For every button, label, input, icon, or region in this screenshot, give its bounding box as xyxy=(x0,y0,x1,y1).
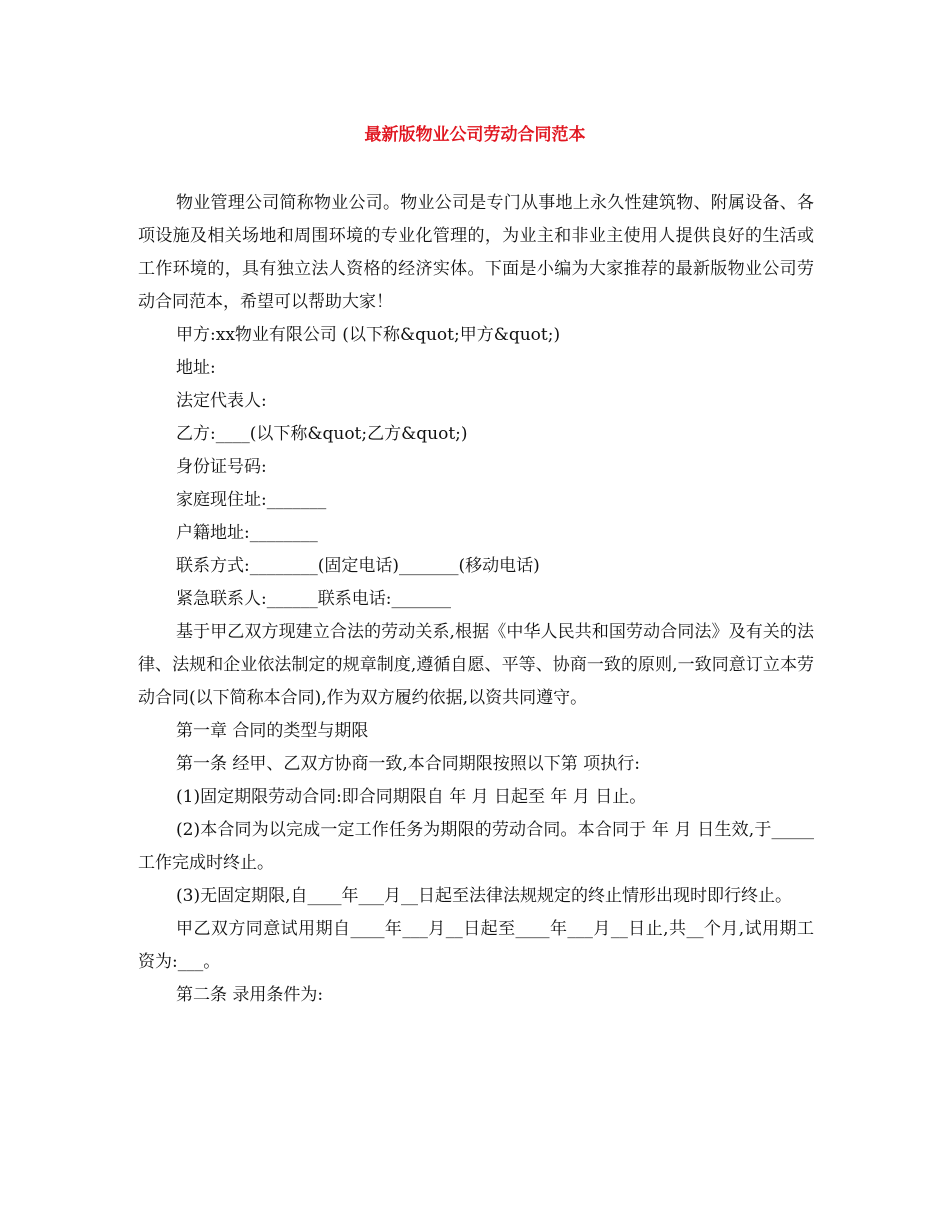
document-title: 最新版物业公司劳动合同范本 xyxy=(364,125,586,145)
party-a-line: 甲方:xx物业有限公司 (以下称&quot;甲方&quot;) xyxy=(176,325,561,345)
contact-line: 联系方式:________(固定电话)_______(移动电话) xyxy=(176,556,540,576)
home-address-line: 家庭现住址:_______ xyxy=(176,490,327,510)
basis-paragraph: 基于甲乙双方现建立合法的劳动关系,根据《中华人民共和国劳动合同法》及有关的法律、法规和企业依法制定的规章制度,遵循自愿、平等、协商一致的原则,一致同意订立本劳动合同(以下简称本合同),作为双方履约依据,以资共同遵守。 xyxy=(138,622,814,708)
chapter-heading: 第一章 合同的类型与期限 xyxy=(176,721,369,741)
article-2: 第二条 录用条件为: xyxy=(176,985,324,1005)
probation-paragraph: 甲乙双方同意试用期自____年___月__日起至____年___月__日止,共__个月,试用期工资为:___。 xyxy=(138,919,814,972)
document-body xyxy=(138,187,814,1012)
clause-1: (1)固定期限劳动合同:即合同期限自 年 月 日起至 年 月 日止。 xyxy=(176,787,647,807)
clause-3: (3)无固定期限,自____年___月__日起至法律法规规定的终止情形出现时即行终止。 xyxy=(176,886,792,906)
address-line: 地址: xyxy=(176,358,216,378)
legal-representative-line: 法定代表人: xyxy=(176,391,267,411)
party-b-line: 乙方:____(以下称&quot;乙方&quot;) xyxy=(176,424,468,444)
article-1: 第一条 经甲、乙双方协商一致,本合同期限按照以下第 项执行: xyxy=(176,754,640,774)
intro-paragraph: 物业管理公司简称物业公司。物业公司是专门从事地上永久性建筑物、附属设备、各项设施及相关场地和周围环境的专业化管理的，为业主和非业主使用人提供良好的生活或工作环境的，具有独立法人资格的经济实体。下面是小编为大家推荐的最新版物业公司劳动合同范本，希望可以帮助大家！ xyxy=(138,193,814,312)
clause-2: (2)本合同为以完成一定工作任务为期限的劳动合同。本合同于 年 月 日生效,于_____工作完成时终止。 xyxy=(138,820,814,873)
emergency-contact-line: 紧急联系人:______联系电话:_______ xyxy=(176,589,451,609)
id-number-line: 身份证号码: xyxy=(176,457,267,477)
household-address-line: 户籍地址:________ xyxy=(176,523,318,543)
